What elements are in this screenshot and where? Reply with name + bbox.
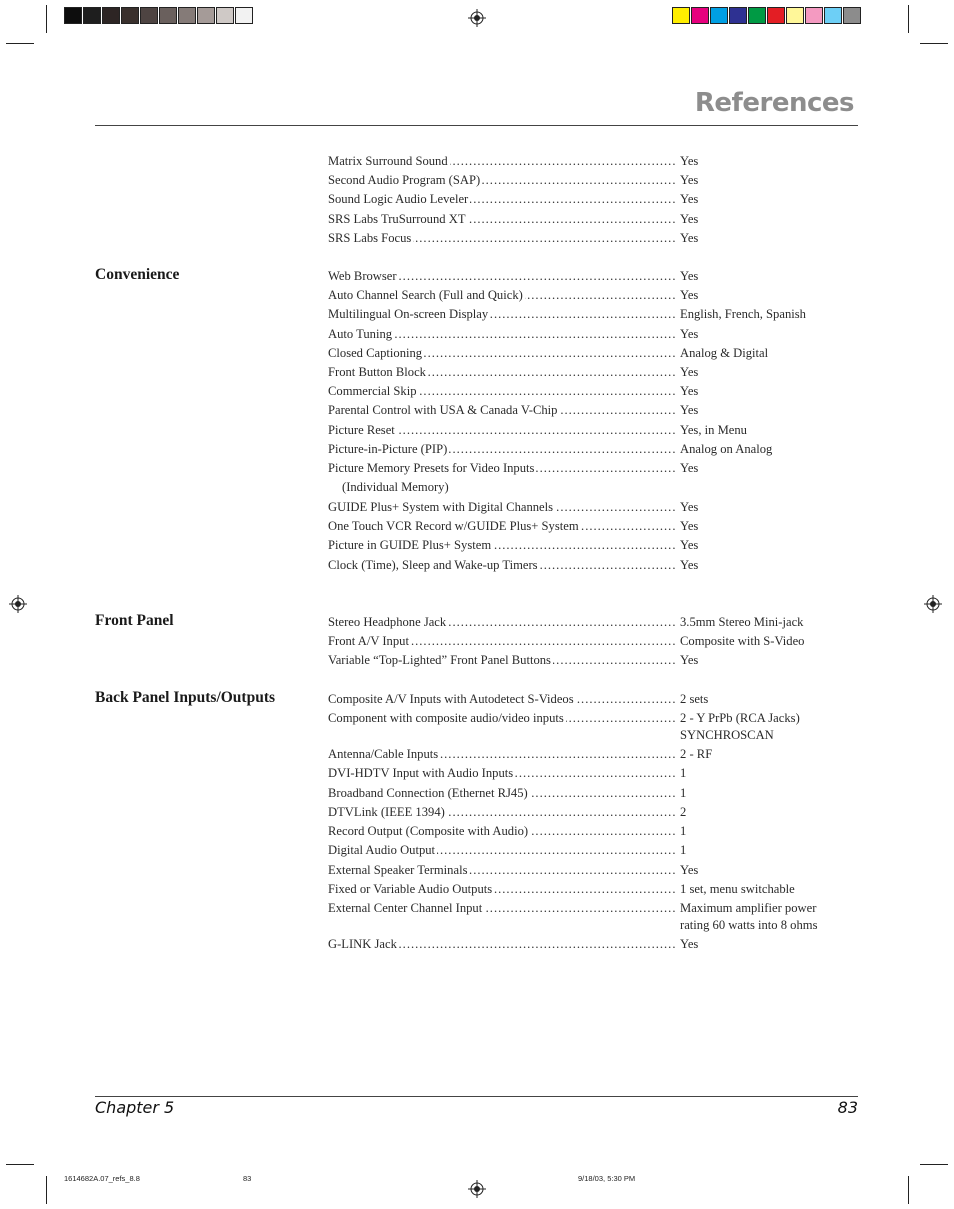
gray-color-bar bbox=[64, 7, 254, 24]
spec-label bbox=[328, 382, 676, 401]
spec-label bbox=[328, 152, 676, 171]
color-swatch bbox=[748, 7, 766, 24]
spec-value: 2 sets bbox=[680, 692, 709, 706]
spec-value: Yes bbox=[680, 326, 699, 341]
spec-label bbox=[328, 935, 676, 954]
spec-value: Yes bbox=[680, 154, 699, 168]
color-swatch bbox=[64, 7, 82, 24]
spec-value: 3.5mm Stereo Mini-jack bbox=[680, 615, 804, 629]
spec-label-text: Picture-in-Picture (PIP) bbox=[328, 441, 448, 456]
spec-row bbox=[328, 152, 868, 171]
spec-label bbox=[328, 841, 676, 860]
spec-label bbox=[328, 267, 676, 286]
spec-row bbox=[328, 190, 868, 209]
spec-label bbox=[328, 803, 676, 822]
spec-row bbox=[328, 363, 868, 382]
spec-row bbox=[328, 935, 868, 954]
crop-mark bbox=[46, 5, 47, 33]
spec-label bbox=[328, 344, 676, 363]
color-swatch bbox=[83, 7, 101, 24]
spec-row bbox=[328, 916, 868, 935]
color-swatch bbox=[729, 7, 747, 24]
spec-label bbox=[328, 861, 676, 880]
spec-label-text: External Center Channel Input bbox=[328, 901, 483, 915]
spec-value: rating 60 watts into 8 ohms bbox=[680, 918, 818, 932]
spec-value: Yes bbox=[680, 653, 699, 668]
spec-label bbox=[328, 517, 676, 536]
color-swatch bbox=[159, 7, 177, 24]
spec-value: Maximum amplifier power bbox=[680, 901, 817, 915]
spec-row bbox=[328, 764, 868, 783]
registration-mark-icon bbox=[924, 595, 942, 613]
spec-label bbox=[328, 822, 676, 841]
spec-value: Analog on Analog bbox=[680, 441, 773, 456]
spec-row bbox=[328, 382, 868, 401]
spec-row bbox=[328, 651, 868, 670]
crop-mark bbox=[6, 1164, 34, 1165]
spec-label-text: Auto Channel Search (Full and Quick) bbox=[328, 288, 523, 303]
spec-row bbox=[328, 803, 868, 822]
page-number: 83 bbox=[837, 1098, 858, 1117]
color-swatch bbox=[102, 7, 120, 24]
spec-value: Yes bbox=[680, 211, 699, 226]
spec-label-text: Broadband Connection (Ethernet RJ45) bbox=[328, 786, 528, 800]
spec-label-text: Matrix Surround Sound bbox=[328, 154, 448, 168]
spec-value: Yes bbox=[680, 557, 699, 572]
spec-value: Yes, in Menu bbox=[680, 422, 747, 437]
spec-label bbox=[328, 764, 676, 783]
spec-value: English, French, Spanish bbox=[680, 307, 806, 322]
registration-mark-icon bbox=[9, 595, 27, 613]
spec-label-text: DTVLink (IEEE 1394) bbox=[328, 805, 445, 819]
spec-row bbox=[328, 517, 868, 536]
spec-value: Yes bbox=[680, 937, 699, 951]
section-heading-back-panel: Back Panel Inputs/Outputs bbox=[95, 689, 276, 706]
spec-row bbox=[328, 210, 868, 229]
spec-label bbox=[328, 632, 676, 651]
slug-page: 83 bbox=[243, 1174, 252, 1183]
spec-label bbox=[328, 286, 676, 305]
spec-value: 2 bbox=[680, 805, 687, 819]
spec-value: Yes bbox=[680, 461, 699, 475]
spec-value: Yes bbox=[680, 173, 699, 188]
spec-row bbox=[328, 305, 868, 324]
crop-mark bbox=[920, 43, 948, 44]
spec-row bbox=[328, 745, 868, 764]
spec-row bbox=[328, 344, 868, 363]
color-swatch bbox=[710, 7, 728, 24]
header-rule bbox=[95, 125, 858, 126]
spec-row bbox=[328, 632, 868, 651]
spec-label-text: External Speaker Terminals bbox=[328, 863, 468, 877]
spec-value: Yes bbox=[680, 403, 699, 418]
spec-row bbox=[328, 440, 868, 459]
chapter-label: Chapter 5 bbox=[95, 1098, 175, 1117]
spec-label bbox=[328, 171, 676, 190]
spec-label-text: Stereo Headphone Jack bbox=[328, 615, 447, 629]
color-swatch bbox=[121, 7, 139, 24]
spec-row bbox=[328, 421, 868, 440]
page-title: References bbox=[694, 88, 854, 118]
spec-label bbox=[328, 880, 676, 899]
spec-label-text: One Touch VCR Record w/GUIDE Plus+ System bbox=[328, 519, 579, 534]
spec-label-text: Clock (Time), Sleep and Wake-up Timers bbox=[328, 557, 538, 572]
spec-label-text: Front A/V Input bbox=[328, 634, 409, 649]
spec-row bbox=[328, 325, 868, 344]
crop-mark bbox=[920, 1164, 948, 1165]
spec-label bbox=[328, 498, 676, 517]
spec-row bbox=[328, 171, 868, 190]
spec-label bbox=[328, 745, 676, 764]
spec-label-text: Front Button Block bbox=[328, 365, 426, 379]
spec-label bbox=[328, 210, 676, 229]
spec-row bbox=[328, 861, 868, 880]
spec-label-text: Web Browser bbox=[328, 269, 397, 283]
spec-label-text: SRS Labs Focus bbox=[328, 230, 412, 245]
color-swatch bbox=[178, 7, 196, 24]
spec-value: Analog & Digital bbox=[680, 345, 769, 360]
color-swatch bbox=[197, 7, 215, 24]
spec-label-text: Multilingual On-screen Display bbox=[328, 307, 489, 322]
spec-label-text: Composite A/V Inputs with Autodetect S-Videos bbox=[328, 692, 574, 706]
spec-label-text: Antenna/Cable Inputs bbox=[328, 747, 439, 761]
spec-row bbox=[328, 498, 868, 517]
spec-value: Yes bbox=[680, 863, 699, 877]
spec-row bbox=[328, 880, 868, 899]
spec-label bbox=[328, 459, 676, 478]
spec-label bbox=[328, 325, 676, 344]
spec-label-text: Digital Audio Output bbox=[328, 843, 436, 857]
spec-value: 2 - Y PrPb (RCA Jacks) bbox=[680, 711, 800, 725]
registration-mark-icon bbox=[468, 1180, 486, 1198]
spec-label bbox=[328, 421, 676, 440]
spec-label bbox=[328, 536, 676, 555]
spec-label-text: Picture Reset bbox=[328, 422, 395, 437]
crop-mark bbox=[46, 1176, 47, 1204]
spec-label bbox=[328, 690, 676, 709]
spec-row bbox=[328, 690, 868, 709]
slug-filename: 1614682A.07_refs_8.8 bbox=[64, 1174, 140, 1183]
section-heading-front-panel: Front Panel bbox=[95, 612, 174, 629]
spec-value: Yes bbox=[680, 269, 699, 283]
spec-label-text: Record Output (Composite with Audio) bbox=[328, 824, 529, 838]
spec-row bbox=[328, 822, 868, 841]
spec-row bbox=[328, 267, 868, 286]
crop-mark bbox=[6, 43, 34, 44]
spec-row bbox=[328, 556, 868, 575]
color-swatch bbox=[672, 7, 690, 24]
crop-mark bbox=[908, 1176, 909, 1204]
footer-rule bbox=[95, 1096, 858, 1097]
spec-value: Yes bbox=[680, 519, 699, 534]
spec-value: Yes bbox=[680, 230, 699, 245]
section-heading-convenience: Convenience bbox=[95, 266, 180, 283]
spec-label-text: GUIDE Plus+ System with Digital Channels bbox=[328, 500, 554, 514]
spec-row bbox=[328, 726, 868, 745]
spec-label-text: DVI-HDTV Input with Audio Inputs bbox=[328, 766, 514, 780]
spec-row bbox=[328, 841, 868, 860]
spec-label-text: Commercial Skip bbox=[328, 384, 417, 399]
spec-row bbox=[328, 286, 868, 305]
spec-label bbox=[328, 190, 676, 209]
spec-row bbox=[328, 613, 868, 632]
spec-label bbox=[328, 229, 676, 248]
color-swatch bbox=[767, 7, 785, 24]
spec-value: Yes bbox=[680, 192, 699, 207]
spec-label-text: Picture Memory Presets for Video Inputs bbox=[328, 461, 535, 475]
color-swatch bbox=[805, 7, 823, 24]
spec-label-text: Component with composite audio/video inputs bbox=[328, 711, 564, 725]
registration-mark-icon bbox=[468, 9, 486, 27]
spec-label bbox=[328, 556, 676, 575]
spec-value: SYNCHROSCAN bbox=[680, 728, 774, 742]
spec-label bbox=[328, 440, 676, 459]
spec-label-text: SRS Labs TruSurround XT bbox=[328, 211, 466, 226]
color-swatch bbox=[216, 7, 234, 24]
spec-row bbox=[328, 784, 868, 803]
crop-mark bbox=[908, 5, 909, 33]
spec-value: Composite with S-Video bbox=[680, 634, 805, 649]
spec-row bbox=[328, 229, 868, 248]
spec-value: 1 bbox=[680, 786, 687, 800]
spec-label bbox=[328, 613, 676, 632]
spec-label-text: Second Audio Program (SAP) bbox=[328, 173, 481, 188]
color-swatch bbox=[691, 7, 709, 24]
spec-label-text: G-LINK Jack bbox=[328, 937, 397, 951]
spec-value: 1 bbox=[680, 824, 687, 838]
spec-value: Yes bbox=[680, 365, 699, 379]
spec-row bbox=[328, 459, 868, 478]
spec-label-text: Picture in GUIDE Plus+ System bbox=[328, 538, 492, 553]
spec-row bbox=[328, 536, 868, 555]
spec-label bbox=[328, 784, 676, 803]
spec-label-text: Sound Logic Audio Leveler bbox=[328, 192, 469, 207]
spec-value: Yes bbox=[680, 384, 699, 399]
color-swatch bbox=[824, 7, 842, 24]
color-swatch bbox=[786, 7, 804, 24]
spec-label-text: Closed Captioning bbox=[328, 345, 423, 360]
spec-label-text: Fixed or Variable Audio Outputs bbox=[328, 882, 493, 896]
spec-value: Yes bbox=[680, 288, 699, 303]
color-swatch bbox=[140, 7, 158, 24]
spec-label bbox=[328, 363, 676, 382]
color-swatch bbox=[843, 7, 861, 24]
spec-value: Yes bbox=[680, 538, 699, 553]
spec-value: 1 bbox=[680, 766, 687, 780]
spec-value: 1 bbox=[680, 843, 687, 857]
spec-value: Yes bbox=[680, 500, 699, 514]
spec-sub-note: (Individual Memory) bbox=[342, 480, 449, 494]
spec-label-text: Auto Tuning bbox=[328, 326, 393, 341]
spec-value: 2 - RF bbox=[680, 747, 713, 761]
spec-label-text: Parental Control with USA & Canada V-Chip bbox=[328, 403, 558, 418]
process-color-bar bbox=[672, 7, 862, 24]
color-swatch bbox=[235, 7, 253, 24]
spec-row bbox=[328, 401, 868, 420]
slug-date: 9/18/03, 5:30 PM bbox=[578, 1174, 636, 1183]
spec-label bbox=[328, 401, 676, 420]
spec-label-text: Variable “Top-Lighted” Front Panel Buttons bbox=[328, 653, 551, 668]
spec-label bbox=[328, 651, 676, 670]
spec-label bbox=[328, 305, 676, 324]
spec-value: 1 set, menu switchable bbox=[680, 882, 795, 896]
